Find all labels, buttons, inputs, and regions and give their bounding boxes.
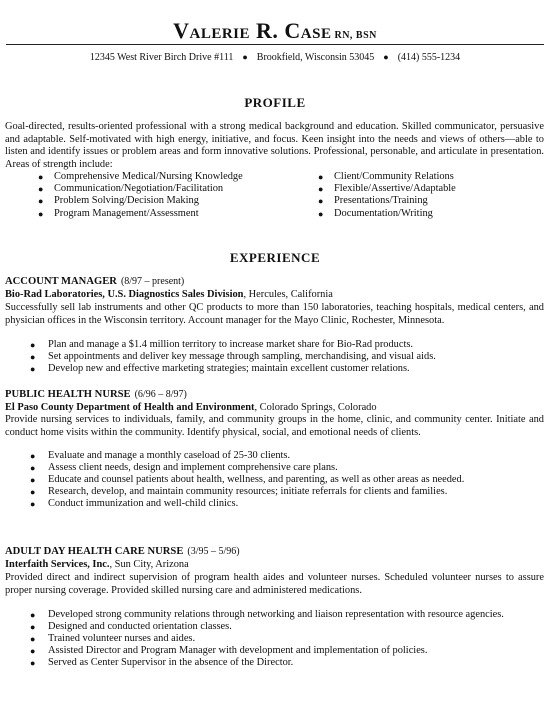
job-title: ADULT DAY HEALTH CARE NURSE: [5, 546, 184, 557]
job-header: [5, 276, 184, 287]
city: Brookfield, Wisconsin 53045: [256, 52, 375, 63]
bullet-item: ● Research, develop, and maintain community resources; initiate referrals for clients and families.: [30, 486, 542, 498]
employer: [5, 289, 333, 300]
job-dates: (6/96 – 8/97): [134, 389, 187, 400]
address: 12345 West River Birch Drive #111: [89, 52, 234, 63]
strength-item: ● Communication/Negotiation/Facilitation: [38, 183, 243, 195]
header-divider: [6, 44, 544, 45]
employer-name: Interfaith Services, Inc.: [5, 559, 110, 570]
bullet-item: ● Designed and conducted orientation classes.: [30, 621, 542, 633]
job-bullets: [30, 450, 542, 510]
bullet-separator: ●: [383, 52, 389, 62]
job-title: PUBLIC HEALTH NURSE: [5, 389, 131, 400]
strength-item: ● Documentation/Writing: [318, 208, 456, 220]
bullet-item: ● Developed strong community relations through networking and liaison representation with resource agencies.: [30, 609, 542, 621]
employer-location: , Hercules, California: [243, 289, 333, 300]
profile-heading: [0, 95, 550, 111]
strength-item: ● Presentations/Training: [318, 195, 456, 207]
job-header: [5, 389, 187, 400]
profile-summary: Goal-directed, results-oriented professional with a strong medical background and education. Skilled communicator, persuasive and adaptable. Self-motivated with high energy, initiative, and focus. Keen insight into the needs and views of others—able to listen and identify issues or problem areas and form innovative solutions. Professional, personable, and articulate in presentation. Areas of strength include:: [5, 121, 544, 170]
strengths-right-column: [318, 171, 456, 220]
job-header: [5, 546, 240, 557]
bullet-item: ● Educate and counsel patients about health, wellness, and parenting, as well as other areas as needed.: [30, 474, 542, 486]
employer-location: , Colorado Springs, Colorado: [254, 402, 377, 413]
employer: [5, 402, 377, 413]
experience-heading: [0, 250, 550, 266]
bullet-item: ● Set appointments and deliver key message through sampling, merchandising, and visual aids.: [30, 351, 542, 363]
strength-item: ● Flexible/Assertive/Adaptable: [318, 183, 456, 195]
experience-heading-text: EXPERIENCE: [229, 250, 321, 265]
strength-item: ● Comprehensive Medical/Nursing Knowledge: [38, 171, 243, 183]
job-dates: (8/97 – present): [120, 276, 185, 287]
bullet-item: ● Conduct immunization and well-child clinics.: [30, 498, 542, 510]
job-bullets: [30, 339, 542, 375]
strength-item: ● Client/Community Relations: [318, 171, 456, 183]
job-dates: (3/95 – 5/96): [187, 546, 240, 557]
profile-heading-text: PROFILE: [244, 95, 306, 110]
employer-location: , Sun City, Arizona: [109, 559, 189, 570]
employer-name: El Paso County Department of Health and Environment: [5, 402, 255, 413]
credentials: RN, BSN: [334, 30, 377, 41]
bullet-item: ● Assess client needs, design and implement comprehensive care plans.: [30, 462, 542, 474]
bullet-item: ● Develop new and effective marketing strategies; maintain excellent customer relations.: [30, 363, 542, 375]
bullet-item: ● Trained volunteer nurses and aides.: [30, 633, 542, 645]
bullet-item: ● Served as Center Supervisor in the absence of the Director.: [30, 657, 542, 669]
strength-item: ● Program Management/Assessment: [38, 208, 243, 220]
name-text: Valerie R. Case: [173, 18, 332, 43]
phone: (414) 555-1234: [397, 52, 461, 63]
employer: [5, 559, 189, 570]
job-description: Successfully sell lab instruments and other QC products to more than 150 laboratories, teaching hospitals, medical centers, and physician offices in the Wisconsin territory. Account manager for the Mayo Clinic, Rochester, Minnesota.: [5, 302, 544, 326]
strength-item: ● Problem Solving/Decision Making: [38, 195, 243, 207]
strengths-left-column: [38, 171, 243, 220]
job-title: ACCOUNT MANAGER: [5, 276, 117, 287]
job-bullets: [30, 609, 542, 669]
bullet-item: ● Evaluate and manage a monthly caseload of 25-30 clients.: [30, 450, 542, 462]
bullet-item: ● Assisted Director and Program Manager with development and implementation of policies.: [30, 645, 542, 657]
bullet-separator: ●: [242, 52, 248, 62]
bullet-item: ● Plan and manage a $1.4 million territory to increase market share for Bio-Rad products.: [30, 339, 542, 351]
employer-name: Bio-Rad Laboratories, U.S. Diagnostics Sales Division: [5, 289, 244, 300]
job-description: Provide nursing services to individuals, family, and community groups in the home, clinic, and community center. Initiate and conduct home visits within the community. Identify physical, social, and emotional needs of clients.: [5, 414, 544, 438]
job-description: Provided direct and indirect supervision of program health aides and volunteer nurses. Scheduled volunteer nurses to assure proper nursing coverage. Provided skilled nursing care and administered medications.: [5, 572, 544, 596]
contact-line: [0, 52, 550, 63]
candidate-name: [0, 18, 550, 44]
